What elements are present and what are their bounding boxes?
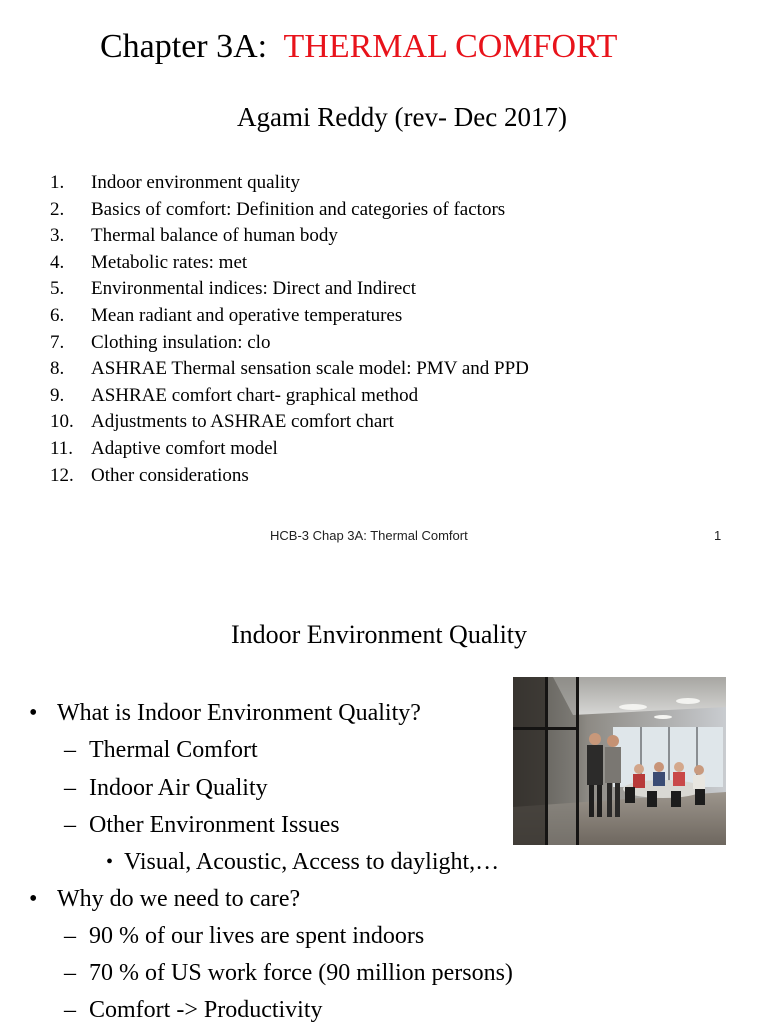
toc-text: Adjustments to ASHRAE comfort chart [91, 411, 394, 433]
toc-number: 8. [50, 358, 65, 380]
toc-item [50, 172, 529, 199]
title-main: THERMAL COMFORT [283, 28, 618, 65]
toc-item [50, 465, 529, 492]
table-of-contents [50, 172, 529, 491]
toc-number: 7. [50, 331, 65, 353]
toc-item [50, 278, 529, 305]
dash-marker: – [64, 923, 76, 949]
toc-text: Environmental indices: Direct and Indirect [91, 278, 416, 300]
toc-item [50, 385, 529, 412]
dash-marker: – [64, 775, 76, 801]
list-item [64, 960, 513, 987]
slide-title: Indoor Environment Quality [230, 620, 528, 649]
toc-item [50, 411, 529, 438]
toc-number: 1. [50, 172, 65, 193]
toc-number: 6. [50, 304, 65, 326]
toc-text: Indoor environment quality [91, 172, 300, 193]
bullet-text: Comfort -> Productivity [89, 997, 323, 1023]
title-prefix: Chapter 3A: [100, 28, 268, 65]
slide-footer: HCB-3 Chap 3A: Thermal Comfort [270, 528, 468, 543]
dash-marker: – [64, 997, 76, 1023]
office-photo [513, 677, 726, 845]
toc-item [50, 332, 529, 359]
bullet-text: Other Environment Issues [89, 812, 340, 838]
bullet-text: Thermal Comfort [89, 737, 258, 763]
toc-item [50, 305, 529, 332]
slide-2 [0, 560, 768, 1024]
toc-text: Adaptive comfort model [91, 437, 278, 459]
list-item [64, 923, 425, 950]
toc-text: Thermal balance of human body [91, 225, 338, 247]
slide-title [100, 28, 617, 66]
dash-marker: – [64, 737, 76, 763]
bullet-text: 90 % of our lives are spent indoors [89, 923, 425, 949]
toc-text: ASHRAE Thermal sensation scale model: PMV and PPD [91, 358, 529, 380]
toc-text: ASHRAE comfort chart- graphical method [91, 384, 419, 406]
toc-text: Metabolic rates: met [91, 251, 248, 273]
toc-number: 4. [50, 251, 65, 273]
toc-item [50, 358, 529, 385]
toc-item [50, 252, 529, 279]
dash-marker: – [64, 960, 76, 986]
dash-marker: – [64, 812, 76, 838]
bullet-text: Why do we need to care? [57, 886, 301, 912]
toc-item [50, 199, 529, 226]
toc-text: Basics of comfort: Definition and categories of factors [91, 198, 506, 220]
toc-number: 10. [50, 411, 74, 433]
page-number: 1 [714, 528, 722, 543]
bullet-text: What is Indoor Environment Quality? [57, 700, 421, 726]
toc-item [50, 438, 529, 465]
toc-item [50, 225, 529, 252]
toc-number: 11. [50, 437, 74, 459]
bullet-text: Visual, Acoustic, Access to daylight,… [124, 849, 500, 875]
list-item [64, 812, 340, 839]
author-subtitle: Agami Reddy (rev- Dec 2017) [237, 102, 567, 132]
list-item [29, 700, 421, 727]
bullet-marker: • [106, 851, 114, 873]
toc-number: 9. [50, 384, 65, 406]
list-item [64, 737, 258, 764]
toc-text: Mean radiant and operative temperatures [91, 304, 403, 326]
toc-number: 5. [50, 278, 65, 300]
toc-text: Other considerations [91, 464, 249, 486]
bullet-text: 70 % of US work force (90 million persons) [89, 960, 513, 986]
bullet-marker: • [29, 700, 38, 726]
toc-text: Clothing insulation: clo [91, 331, 271, 353]
list-item [29, 886, 301, 913]
bullet-marker: • [29, 886, 38, 912]
bullet-text: Indoor Air Quality [89, 775, 268, 801]
toc-number: 2. [50, 198, 65, 220]
toc-number: 12. [50, 464, 74, 486]
list-item [106, 849, 500, 876]
toc-number: 3. [50, 225, 65, 247]
list-item [64, 775, 268, 802]
list-item [64, 997, 323, 1024]
